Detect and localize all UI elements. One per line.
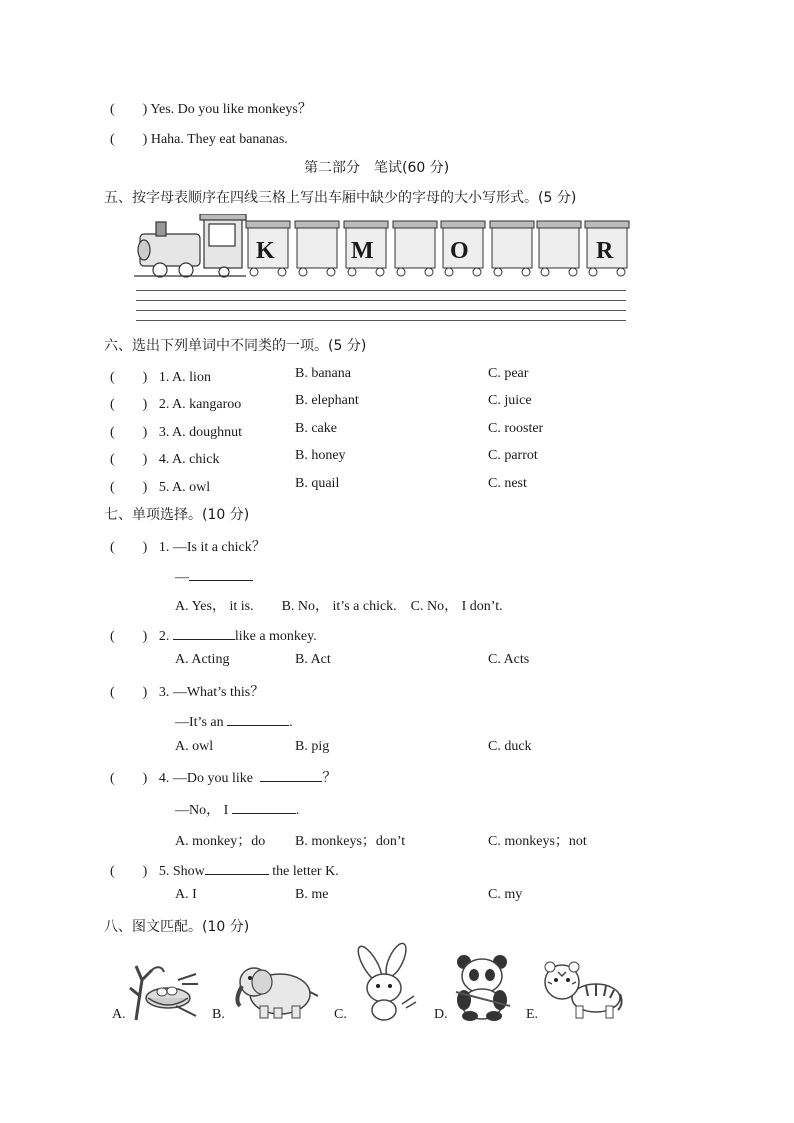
picture-label-a: A. — [112, 1007, 126, 1022]
question-stem: 5. Show — [158, 864, 205, 879]
picture-label-c: C. — [334, 1007, 347, 1022]
train-car-2 — [294, 220, 340, 278]
option-b: B. me — [295, 887, 329, 902]
question-3 — [110, 681, 264, 701]
tiger-picture — [540, 960, 624, 1022]
panda-picture — [450, 952, 516, 1022]
question-stem: 2. — [158, 629, 173, 644]
option-b: B. banana — [295, 366, 351, 381]
option-c: C. parrot — [488, 448, 538, 463]
question-4-reply — [175, 799, 299, 819]
reply-text: —No， I — [175, 803, 232, 818]
question-stem-tail: the letter K. — [268, 864, 339, 879]
question-stem: 4. —Do you like — [158, 771, 257, 786]
answer-paren[interactable]: ( ) — [110, 864, 148, 879]
grid-line — [136, 290, 626, 291]
reply-end: . — [289, 715, 293, 730]
answer-blank[interactable] — [205, 860, 269, 875]
option-a: A. I — [175, 887, 197, 902]
list-item — [110, 393, 241, 413]
list-item — [110, 366, 211, 386]
question-1 — [110, 536, 266, 556]
elephant-picture — [232, 960, 322, 1022]
nest-picture — [126, 960, 198, 1022]
option-a: 5. A. owl — [158, 480, 211, 495]
option-a: A. owl — [175, 739, 214, 754]
car-letter: M — [351, 238, 374, 264]
question-3-reply — [175, 711, 293, 731]
option-c: C. my — [488, 887, 523, 902]
option-a: 4. A. chick — [158, 452, 220, 467]
dialog-text: Haha. They eat bananas. — [150, 132, 288, 147]
answer-blank[interactable] — [173, 625, 235, 640]
answer-paren[interactable]: ( ) — [110, 685, 148, 700]
list-item — [110, 421, 242, 441]
answer-paren[interactable]: ( ) — [110, 397, 148, 412]
question-stem: 1. —Is it a chick？ — [158, 540, 266, 555]
question-stem: 3. —What’s this？ — [158, 685, 265, 700]
answer-blank[interactable] — [260, 767, 322, 782]
option-a: 2. A. kangaroo — [158, 397, 242, 412]
answer-paren[interactable]: ( ) — [110, 771, 148, 786]
answer-paren[interactable]: ( ) — [110, 370, 148, 385]
question-2 — [110, 625, 317, 645]
question-5 — [110, 860, 339, 880]
option-a: A. monkey；do — [175, 834, 266, 849]
reply-end: . — [295, 803, 300, 818]
answer-paren[interactable]: ( ) — [110, 480, 148, 495]
question-stem-tail: ？ — [322, 771, 337, 786]
train-car-4 — [392, 220, 438, 278]
reply-text: —It’s an — [175, 715, 228, 730]
answer-paren[interactable]: ( ) — [110, 132, 148, 147]
answer-paren[interactable]: ( ) — [110, 102, 148, 117]
question-1-options: A. Yes， it is. B. No， it’s a chick. C. No， I don’t. — [175, 599, 503, 614]
option-c: C. juice — [488, 393, 532, 408]
answer-blank[interactable] — [227, 711, 289, 726]
car-letter: O — [450, 238, 469, 264]
answer-paren[interactable]: ( ) — [110, 629, 148, 644]
car-letter: K — [256, 238, 275, 264]
part-two-title: 第二部分 笔试(60 分) — [304, 160, 450, 176]
train-car-7 — [536, 220, 582, 278]
option-b: B. elephant — [295, 393, 359, 408]
question-1-reply — [175, 566, 253, 586]
top-line-2 — [110, 128, 288, 148]
option-b: B. honey — [295, 448, 346, 463]
grid-line — [136, 310, 626, 311]
question-stem-tail: like a monkey. — [234, 629, 317, 644]
answer-blank[interactable] — [189, 566, 253, 581]
option-c: C. Acts — [488, 652, 530, 667]
option-c: C. rooster — [488, 421, 544, 436]
option-a: 3. A. doughnut — [158, 425, 243, 440]
option-b: B. monkeys；don’t — [295, 834, 406, 849]
list-item — [110, 476, 210, 496]
picture-label-e: E. — [526, 1007, 539, 1022]
section6-heading: 六、选出下列单词中不同类的一项。(5 分) — [104, 338, 367, 354]
option-c: C. duck — [488, 739, 532, 754]
answer-paren[interactable]: ( ) — [110, 540, 148, 555]
grid-line — [136, 300, 626, 301]
answer-paren[interactable]: ( ) — [110, 452, 148, 467]
option-b: B. quail — [295, 476, 340, 491]
question-4 — [110, 767, 336, 787]
option-a: A. Acting — [175, 652, 230, 667]
dialog-text: Yes. Do you like monkeys？ — [150, 102, 312, 117]
option-b: B. cake — [295, 421, 337, 436]
option-c: C. nest — [488, 476, 527, 491]
section7-heading: 七、单项选择。(10 分) — [104, 507, 250, 523]
option-a: 1. A. lion — [158, 370, 211, 385]
train-car-6 — [489, 220, 535, 278]
reply-dash: — — [175, 570, 189, 585]
top-line-1 — [110, 98, 312, 118]
option-c: C. pear — [488, 366, 529, 381]
answer-blank[interactable] — [232, 799, 296, 814]
option-b: B. Act — [295, 652, 331, 667]
picture-label-b: B. — [212, 1007, 225, 1022]
locomotive-icon — [134, 214, 246, 277]
section5-heading: 五、按字母表顺序在四线三格上写出车厢中缺少的字母的大小写形式。(5 分) — [104, 190, 577, 206]
grid-line — [136, 320, 626, 321]
rabbit-picture — [350, 942, 420, 1022]
answer-paren[interactable]: ( ) — [110, 425, 148, 440]
car-letter: R — [596, 238, 614, 264]
picture-label-d: D. — [434, 1007, 448, 1022]
list-item — [110, 448, 219, 468]
option-c: C. monkeys；not — [488, 834, 587, 849]
section8-heading: 八、图文匹配。(10 分) — [104, 919, 250, 935]
option-b: B. pig — [295, 739, 330, 754]
